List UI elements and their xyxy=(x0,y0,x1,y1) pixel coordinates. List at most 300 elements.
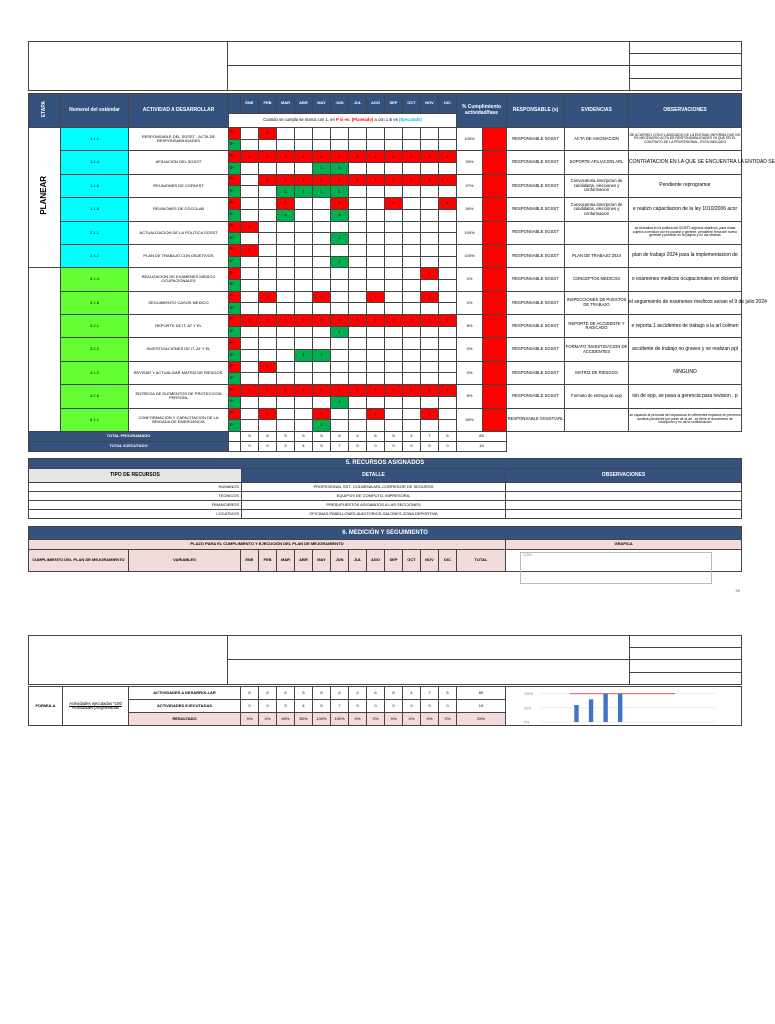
executed-month-cell xyxy=(385,326,403,338)
planned-month-cell xyxy=(403,221,421,233)
formula-row-label: ACTIVIDADES A DESARROLLAR xyxy=(129,687,241,700)
formula-value-cell: 4 xyxy=(403,687,421,700)
executed-month-cell xyxy=(439,256,457,268)
planned-month-cell: 1 xyxy=(349,385,367,397)
planned-month-cell xyxy=(277,128,295,140)
planned-month-cell: 1 xyxy=(295,174,313,186)
executed-month-cell xyxy=(439,163,457,175)
planned-month-cell: 1 xyxy=(259,385,277,397)
executed-month-cell xyxy=(277,373,295,385)
total-month-cell: 4 xyxy=(349,431,367,441)
executed-month-cell xyxy=(403,373,421,385)
planned-month-cell: 1 xyxy=(277,151,295,163)
executed-month-cell xyxy=(439,303,457,315)
executed-month-cell xyxy=(295,279,313,291)
col-cumplimiento-header: % Cumplimiento actividad/fase xyxy=(457,94,507,128)
planned-month-cell: 1 xyxy=(313,408,331,420)
planned-label: P* xyxy=(229,315,241,327)
executed-month-cell xyxy=(349,233,367,245)
planned-month-cell: 1 xyxy=(313,151,331,163)
percent-cell: 50% xyxy=(457,198,483,221)
executed-month-cell xyxy=(439,396,457,408)
executed-month-cell xyxy=(403,186,421,198)
percent-indicator xyxy=(483,221,507,244)
planned-month-cell: 1 xyxy=(439,315,457,327)
executed-month-cell xyxy=(241,303,259,315)
percent-cell: 0% xyxy=(457,268,483,291)
month-label: FEB xyxy=(259,550,277,572)
planned-month-cell: 1 xyxy=(331,151,349,163)
executed-label: E* xyxy=(229,420,241,432)
planned-month-cell xyxy=(439,408,457,420)
planned-month-cell: 1 xyxy=(241,221,259,233)
executed-month-cell xyxy=(421,396,439,408)
month-header: DIC xyxy=(439,94,457,114)
executed-month-cell xyxy=(349,350,367,362)
executed-month-cell xyxy=(313,139,331,151)
month-header: SEP xyxy=(385,94,403,114)
executed-month-cell xyxy=(277,256,295,268)
numeral-cell: 1.1.6 xyxy=(61,174,129,197)
observacion-cell: o examenes medicos ocupacionales en diciemb xyxy=(629,268,742,291)
planned-month-cell xyxy=(277,338,295,350)
planned-month-cell xyxy=(313,338,331,350)
actividad-cell: INVESTIGACIONES DE IT, AT Y EL xyxy=(129,338,229,361)
executed-month-cell xyxy=(241,326,259,338)
executed-month-cell: 1 xyxy=(331,256,349,268)
planned-label: P* xyxy=(229,174,241,186)
executed-month-cell xyxy=(421,139,439,151)
responsable-cell: RESPONSABLE SGSST xyxy=(507,385,565,408)
planned-label: P* xyxy=(229,198,241,210)
month-header: ENE xyxy=(241,94,259,114)
executed-month-cell xyxy=(277,279,295,291)
executed-month-cell xyxy=(241,163,259,175)
executed-month-cell xyxy=(349,279,367,291)
planned-month-cell xyxy=(403,128,421,140)
executed-month-cell xyxy=(421,350,439,362)
executed-month-cell xyxy=(241,420,259,432)
planned-month-cell xyxy=(241,361,259,373)
executed-month-cell: 1 xyxy=(295,186,313,198)
planned-month-cell xyxy=(385,338,403,350)
executed-month-cell xyxy=(439,326,457,338)
executed-label: E* xyxy=(229,373,241,385)
planned-month-cell xyxy=(295,128,313,140)
executed-month-cell xyxy=(349,209,367,221)
executed-month-cell: 1 xyxy=(277,209,295,221)
executed-month-cell xyxy=(277,326,295,338)
planned-month-cell xyxy=(259,338,277,350)
executed-month-cell xyxy=(439,139,457,151)
executed-month-cell xyxy=(439,373,457,385)
total-month-cell: 0 xyxy=(241,441,259,451)
col-etapa-header: ETAPA xyxy=(29,94,61,128)
percent-cell: 0% xyxy=(457,361,483,384)
planned-month-cell: 1 xyxy=(295,385,313,397)
planned-month-cell xyxy=(313,244,331,256)
planned-month-cell xyxy=(241,174,259,186)
chart-tick-label: 0% xyxy=(524,720,530,725)
executed-month-cell xyxy=(313,279,331,291)
recursos-title: 5. RECURSOS ASIGNADOS xyxy=(29,459,742,469)
executed-month-cell xyxy=(277,163,295,175)
actividad-cell: REPORTE DE IT, AT Y EL xyxy=(129,315,229,338)
percent-indicator xyxy=(483,198,507,221)
actividad-cell: ACTUALIZACION DE LA POLITICA SGSST xyxy=(129,221,229,244)
planned-month-cell xyxy=(259,198,277,210)
planned-month-cell xyxy=(421,244,439,256)
formula-value-cell: 6 xyxy=(331,687,349,700)
month-label: ABR xyxy=(295,550,313,572)
executed-month-cell xyxy=(277,420,295,432)
planned-month-cell xyxy=(349,361,367,373)
executed-month-cell xyxy=(313,396,331,408)
total-label: TOTAL xyxy=(457,550,506,572)
planned-month-cell xyxy=(385,291,403,303)
executed-month-cell xyxy=(241,373,259,385)
executed-month-cell xyxy=(277,396,295,408)
executed-month-cell xyxy=(403,163,421,175)
planned-month-cell xyxy=(349,244,367,256)
header-subtitle-cell xyxy=(228,66,630,91)
executed-month-cell xyxy=(439,279,457,291)
recurso-detalle: PRESUPUESTOS ASIGANDOS A LAS SECCIONES xyxy=(242,501,506,510)
executed-month-cell xyxy=(403,326,421,338)
executed-month-cell xyxy=(385,186,403,198)
planned-month-cell: 1 xyxy=(421,385,439,397)
executed-month-cell xyxy=(349,420,367,432)
planned-month-cell xyxy=(421,221,439,233)
planned-month-cell: 1 xyxy=(277,385,295,397)
executed-month-cell xyxy=(385,139,403,151)
month-label: OCT xyxy=(403,550,421,572)
executed-label: E* xyxy=(229,326,241,338)
total-month-cell: 5 xyxy=(277,431,295,441)
actividad-cell: REALIZACION DE EXAMENES MEDICO OCUPACIONALES xyxy=(129,268,229,291)
logo-cell xyxy=(29,42,228,91)
executed-month-cell xyxy=(277,303,295,315)
planned-month-cell: 1 xyxy=(403,151,421,163)
planned-month-cell xyxy=(349,221,367,233)
planned-month-cell: 1 xyxy=(313,315,331,327)
formula-value-cell: 0 xyxy=(259,700,277,713)
planned-month-cell xyxy=(385,244,403,256)
planned-month-cell xyxy=(295,338,313,350)
planned-month-cell xyxy=(331,221,349,233)
planned-month-cell: 1 xyxy=(367,385,385,397)
percent-indicator xyxy=(483,408,507,431)
planned-month-cell xyxy=(331,244,349,256)
planned-month-cell: 1 xyxy=(349,151,367,163)
formula-numerator: Actividades ejecutadas *100 xyxy=(69,700,122,706)
etapa-cell xyxy=(29,268,61,432)
formula-value-cell: 0 xyxy=(367,700,385,713)
responsable-cell: RESPONSABLE SGSST xyxy=(507,338,565,361)
evidencia-cell: REPORTE DE ACCIDENTE Y RADICADO xyxy=(565,315,629,338)
observacion-cell: plan de trabajo 2024 para la implementacion de xyxy=(629,244,742,267)
executed-month-cell xyxy=(241,233,259,245)
col-tipo-header: TIPO DE RECURSOS xyxy=(29,469,242,483)
planned-month-cell xyxy=(277,361,295,373)
percent-cell: 100% xyxy=(457,221,483,244)
actividad-cell: SEGUIMIENTO CASOS MEDICO xyxy=(129,291,229,314)
formula-value-cell: 5 xyxy=(313,700,331,713)
formula-label: FORMULA xyxy=(29,687,63,726)
month-header: JUN xyxy=(331,94,349,114)
responsable-cell: RESPONSABLE SGSST xyxy=(507,315,565,338)
formula-value-cell: 5 xyxy=(313,687,331,700)
result-chart xyxy=(520,686,741,728)
total-month-cell: 3 xyxy=(277,441,295,451)
executed-month-cell xyxy=(367,326,385,338)
actividad-cell: REVISAR Y ACTUALIZAR MATRIZ DE RIESGOS. xyxy=(129,361,229,384)
planned-month-cell xyxy=(331,408,349,420)
recurso-tipo: TECNICOS xyxy=(29,492,242,501)
recurso-tipo: FINANCIEROS xyxy=(29,501,242,510)
planned-month-cell: 1 xyxy=(385,315,403,327)
col-observaciones-header: OBSERVACIONES xyxy=(629,94,742,128)
responsable-cell: RESPONSABLE SGSST xyxy=(507,174,565,197)
planned-month-cell xyxy=(367,128,385,140)
executed-month-cell: 1 xyxy=(331,396,349,408)
percent-indicator xyxy=(483,291,507,314)
planned-month-cell xyxy=(439,244,457,256)
formula-value-cell: 0 xyxy=(349,700,367,713)
planned-month-cell xyxy=(259,244,277,256)
executed-month-cell xyxy=(241,279,259,291)
executed-month-cell xyxy=(421,186,439,198)
planned-month-cell xyxy=(439,128,457,140)
chart-tick-label: 100% xyxy=(524,692,534,697)
executed-month-cell xyxy=(385,373,403,385)
executed-label: E* xyxy=(229,279,241,291)
planned-month-cell: 1 xyxy=(421,268,439,280)
planned-month-cell xyxy=(331,268,349,280)
month-header: MAY xyxy=(313,94,331,114)
planned-month-cell xyxy=(403,268,421,280)
planned-month-cell xyxy=(277,244,295,256)
total-month-cell: 7 xyxy=(421,431,439,441)
chart-bar xyxy=(618,694,622,722)
legend-note: Cuando se cumpla se marca con 1, en P si es: (Planeado) a con 1 si es (Ejecutado) xyxy=(229,114,457,128)
executed-month-cell xyxy=(241,139,259,151)
month-label: JUN xyxy=(331,550,349,572)
plazo-label: PLAZO PARA EL CUMPLIMIENTO Y EJECUCIÓN DEL PLAN DE MEJORAMIENTO xyxy=(29,540,506,550)
formula-value-cell: 60% xyxy=(277,713,295,726)
planned-month-cell: 1 xyxy=(259,291,277,303)
recurso-detalle: OFICINAS-PABELLONES AUDITORIOS-SALONES-ZONA DEPORTIVA xyxy=(242,510,506,519)
planned-label: P* xyxy=(229,221,241,233)
month-label: NOV xyxy=(421,550,439,572)
executed-month-cell xyxy=(295,256,313,268)
planned-month-cell xyxy=(331,128,349,140)
plan-table-wrap xyxy=(28,93,775,452)
planned-month-cell xyxy=(367,198,385,210)
planned-month-cell: 1 xyxy=(385,385,403,397)
planned-month-cell: 1 xyxy=(259,174,277,186)
executed-month-cell xyxy=(403,233,421,245)
executed-month-cell xyxy=(259,303,277,315)
col-responsable-header: RESPONSABLE (s) xyxy=(507,94,565,128)
executed-month-cell xyxy=(277,233,295,245)
planned-month-cell: 1 xyxy=(277,198,295,210)
planned-label: P* xyxy=(229,385,241,397)
header-title-cell xyxy=(228,42,630,66)
planned-month-cell xyxy=(331,338,349,350)
month-label: AGO xyxy=(367,550,385,572)
executed-month-cell xyxy=(331,373,349,385)
planned-month-cell: 1 xyxy=(439,385,457,397)
month-header: MAR xyxy=(277,94,295,114)
planned-month-cell: 1 xyxy=(385,198,403,210)
percent-indicator xyxy=(483,385,507,408)
formula-value-cell: 5 xyxy=(295,687,313,700)
planned-month-cell: 1 xyxy=(331,315,349,327)
chart-tick-label: 50% xyxy=(524,706,532,711)
numeral-cell: 3.2.2 xyxy=(61,338,129,361)
executed-month-cell xyxy=(421,256,439,268)
actividad-cell: AFILIACIÓN DEL SGSST xyxy=(129,151,229,174)
planned-month-cell xyxy=(439,361,457,373)
executed-month-cell xyxy=(367,209,385,221)
executed-month-cell xyxy=(259,163,277,175)
executed-month-cell xyxy=(367,303,385,315)
planned-month-cell xyxy=(349,198,367,210)
executed-month-cell xyxy=(277,139,295,151)
executed-month-cell xyxy=(385,420,403,432)
header-subtitle-cell xyxy=(228,660,630,685)
planned-month-cell xyxy=(241,268,259,280)
actividad-cell: REUNIONES DE COPASST xyxy=(129,174,229,197)
executed-month-cell xyxy=(331,350,349,362)
planned-month-cell xyxy=(367,338,385,350)
executed-label: E* xyxy=(229,209,241,221)
executed-month-cell xyxy=(403,396,421,408)
numeral-cell: 5.1.1 xyxy=(61,408,129,431)
planned-month-cell xyxy=(241,128,259,140)
evidencia-cell: INSPECCIONES DE PUESTOS DE TRABAJO xyxy=(565,291,629,314)
executed-month-cell xyxy=(403,139,421,151)
planned-month-cell: 1 xyxy=(421,408,439,420)
formula-cell xyxy=(63,687,129,726)
executed-month-cell: 1 xyxy=(313,420,331,432)
formula-value-cell: 0% xyxy=(439,713,457,726)
planned-month-cell xyxy=(403,338,421,350)
chart-bar xyxy=(574,705,578,722)
planned-month-cell: 1 xyxy=(313,291,331,303)
medicion-title: 6. MEDICIÓN Y SEGUIMIENTO xyxy=(29,527,742,540)
percent-cell: 100% xyxy=(457,244,483,267)
formula-value-cell: 6 xyxy=(367,687,385,700)
planned-month-cell: 1 xyxy=(331,198,349,210)
planned-month-cell xyxy=(403,291,421,303)
executed-month-cell xyxy=(403,303,421,315)
planned-month-cell: 1 xyxy=(439,198,457,210)
planned-month-cell xyxy=(277,221,295,233)
page-number: 49 xyxy=(735,588,740,593)
etapa-label: PLANEAR xyxy=(39,175,49,215)
planned-month-cell xyxy=(295,291,313,303)
executed-month-cell xyxy=(349,303,367,315)
executed-month-cell xyxy=(295,233,313,245)
executed-month-cell xyxy=(295,303,313,315)
percent-indicator xyxy=(483,361,507,384)
observacion-cell: CONTRATACION EN LA QUE SE ENCUENTRA LA ENTIDAD SE xyxy=(629,151,742,174)
planned-month-cell: 1 xyxy=(313,385,331,397)
formula-value-cell: 0% xyxy=(349,713,367,726)
planned-month-cell xyxy=(421,128,439,140)
planned-month-cell: 1 xyxy=(241,151,259,163)
planned-month-cell: 1 xyxy=(439,174,457,186)
numeral-cell: 1.1.1 xyxy=(61,128,129,151)
formula-value-cell: 3 xyxy=(277,700,295,713)
planned-month-cell: 1 xyxy=(259,128,277,140)
planned-month-cell: 1 xyxy=(385,174,403,186)
formula-value-cell: 19 xyxy=(457,700,506,713)
formula-value-cell: 5 xyxy=(241,687,259,700)
planned-month-cell xyxy=(349,291,367,303)
executed-month-cell: 1 xyxy=(331,209,349,221)
total-month-cell: 5 xyxy=(385,431,403,441)
formula-value-cell: 0 xyxy=(241,700,259,713)
executed-month-cell xyxy=(421,279,439,291)
recurso-detalle: PROFESIONAL SST- COLMENA ARL-CORREDOR DE SEGUROS xyxy=(242,483,506,492)
planned-month-cell xyxy=(349,338,367,350)
executed-label: E* xyxy=(229,303,241,315)
total-month-cell: 6 xyxy=(367,431,385,441)
planned-month-cell xyxy=(277,268,295,280)
responsable-cell: RESPONSABLE SGSST/ARL xyxy=(507,408,565,431)
percent-cell: 50% xyxy=(457,408,483,431)
executed-month-cell xyxy=(259,233,277,245)
executed-label: E* xyxy=(229,139,241,151)
formula-value-cell: 80% xyxy=(295,713,313,726)
executed-label: E* xyxy=(229,396,241,408)
executed-month-cell xyxy=(421,163,439,175)
executed-month-cell xyxy=(367,396,385,408)
executed-month-cell xyxy=(367,163,385,175)
numeral-cell: 2.4.1 xyxy=(61,244,129,267)
planned-month-cell xyxy=(313,128,331,140)
planned-month-cell: 1 xyxy=(295,151,313,163)
month-label: JUL xyxy=(349,550,367,572)
month-header: AGO xyxy=(367,94,385,114)
numeral-cell: 4.1.2 xyxy=(61,361,129,384)
percent-cell: 0% xyxy=(457,338,483,361)
planned-month-cell xyxy=(313,268,331,280)
executed-month-cell xyxy=(259,279,277,291)
recurso-tipo: LOCATIVOS xyxy=(29,510,242,519)
planned-month-cell xyxy=(349,408,367,420)
planned-month-cell xyxy=(367,361,385,373)
observacion-cell: el seguimiento de examenes medicos senan el 9 de julio 2024 xyxy=(629,291,742,314)
planned-month-cell: 1 xyxy=(241,385,259,397)
cumplimiento-label: CUMPLIMIENTO DEL PLAN DE MEJORAMIENTO xyxy=(29,550,129,572)
formula-value-cell: 4 xyxy=(349,687,367,700)
executed-month-cell xyxy=(313,373,331,385)
numeral-cell: 4.2.6 xyxy=(61,385,129,408)
evidencia-cell: Formato de entrega de epp xyxy=(565,385,629,408)
percent-cell: 8% xyxy=(457,385,483,408)
planned-label: P* xyxy=(229,361,241,373)
planned-month-cell xyxy=(277,408,295,420)
planned-month-cell xyxy=(241,198,259,210)
executed-month-cell xyxy=(313,256,331,268)
planned-month-cell: 1 xyxy=(367,408,385,420)
executed-month-cell xyxy=(295,209,313,221)
month-label: MAY xyxy=(313,550,331,572)
